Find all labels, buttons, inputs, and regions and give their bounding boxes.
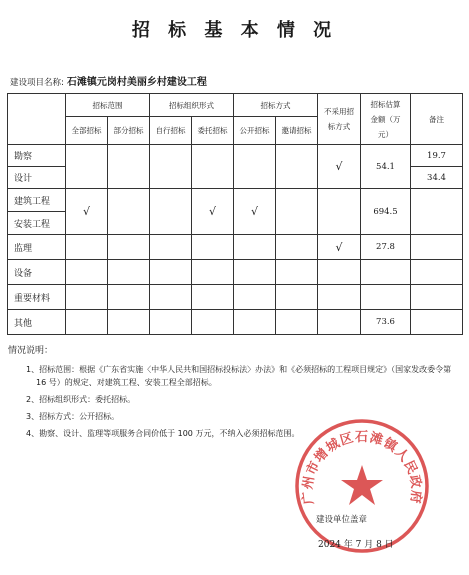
note-item: 2、招标组织形式：委托招标。	[26, 395, 136, 404]
amount-other: 73.6	[361, 310, 411, 335]
check-mark: √	[318, 145, 361, 189]
amount-supervision: 27.8	[361, 235, 411, 260]
check-mark: √	[318, 235, 361, 260]
subheader-partial: 部分招标	[108, 117, 150, 145]
project-name: 石滩镇元岗村美丽乡村建设工程	[66, 77, 207, 88]
subheader-full: 全部招标	[66, 117, 108, 145]
header-remark: 备注	[411, 94, 463, 145]
check-mark: √	[234, 189, 276, 235]
tender-table	[7, 93, 463, 335]
header-no-tender: 不采用招标方式	[318, 94, 361, 145]
signature-date: 2024 年 7 月 8 日	[318, 540, 394, 550]
subheader-invited: 邀请招标	[276, 117, 318, 145]
header-scope: 招标范围	[66, 94, 150, 117]
header-organization: 招标组织形式	[150, 94, 234, 117]
note-item: 1、招标范围：根据《广东省实施〈中华人民共和国招标投标法〉办法》和《必须招标的工程项目规定》（国家发改委令第 16 号）的规定、对建筑工程、安装工程全部招标。	[26, 365, 452, 387]
signature-label: 建设单位盖章	[316, 515, 368, 525]
header-amount: 招标估算金额（万元）	[361, 94, 411, 145]
row-label-materials: 重要材料	[8, 285, 66, 310]
check-mark: √	[192, 189, 234, 235]
seal-text: 广州市增城区石滩镇人民政府	[300, 430, 424, 506]
project-line	[10, 73, 207, 88]
check-mark: √	[66, 189, 108, 235]
official-seal	[293, 417, 431, 555]
amount-survey-design: 54.1	[361, 145, 411, 189]
note-item: 4、勘察、设计、监理等项服务合同价低于 100 万元，不纳入必须招标范围。	[26, 429, 300, 438]
project-label: 建设项目名称:	[10, 78, 64, 88]
header-method: 招标方式	[234, 94, 318, 117]
row-label-design: 设计	[8, 167, 66, 189]
amount-construction: 694.5	[361, 189, 411, 235]
notes-heading: 情况说明：	[8, 346, 54, 356]
row-label-other: 其他	[8, 310, 66, 335]
subheader-open: 公开招标	[234, 117, 276, 145]
remark-survey: 19.7	[411, 145, 463, 167]
row-label-survey: 勘察	[8, 145, 66, 167]
corner-cell	[8, 94, 66, 145]
row-label-equipment: 设备	[8, 260, 66, 285]
subheader-self: 自行招标	[150, 117, 192, 145]
remark-design: 34.4	[411, 167, 463, 189]
note-item: 3、招标方式：公开招标。	[26, 412, 120, 421]
row-label-construction: 建筑工程	[8, 189, 66, 212]
row-label-supervision: 监理	[8, 235, 66, 260]
seal-star-icon	[341, 465, 383, 505]
subheader-entrusted: 委托招标	[192, 117, 234, 145]
row-label-installation: 安装工程	[8, 212, 66, 235]
document-title: 招 标 基 本 情 况	[131, 20, 338, 41]
